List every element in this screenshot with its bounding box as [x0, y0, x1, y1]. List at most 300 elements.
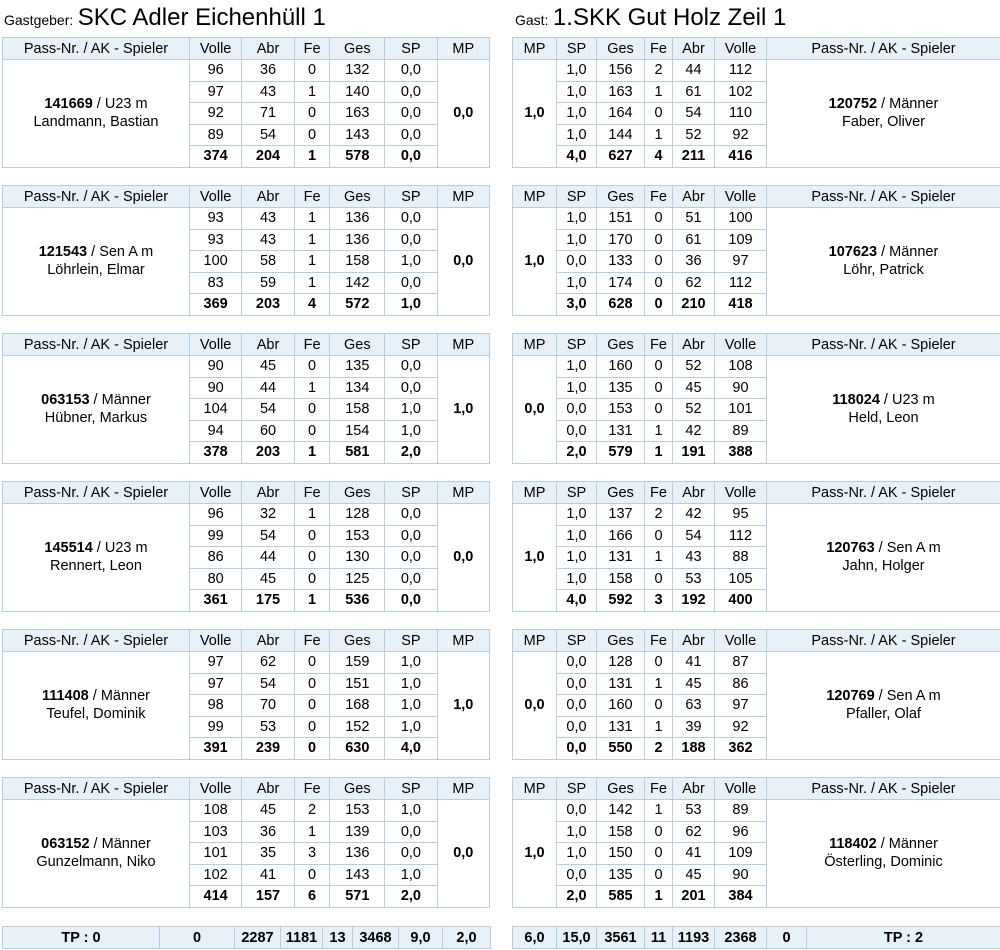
- sp-cell: 0,0: [557, 673, 597, 695]
- col-header-fe: Fe: [645, 186, 673, 208]
- ges-cell: 151: [330, 673, 385, 695]
- sp-cell: 0,0: [385, 843, 437, 865]
- sp-cell: 0,0: [557, 800, 597, 822]
- ges-cell: 158: [597, 568, 645, 590]
- guest-player-table: [512, 777, 1000, 908]
- ges-cell: 132: [330, 60, 385, 82]
- col-header-fe: Fe: [294, 630, 330, 652]
- player-cell: [767, 60, 1000, 168]
- sp-cell: 2,0: [557, 886, 597, 908]
- ges-cell: 131: [597, 420, 645, 442]
- player-name: Teufel, Dominik: [46, 706, 146, 723]
- player-name: Gunzelmann, Niko: [36, 854, 156, 871]
- guest-mp-total: 6,0: [513, 927, 557, 949]
- fe-cell: 0: [645, 251, 673, 273]
- sp-cell: 0,0: [385, 568, 437, 590]
- age-class: / Männer: [877, 244, 939, 261]
- game-row: [3, 504, 490, 526]
- volle-cell: 100: [715, 208, 767, 230]
- fe-cell: 1: [645, 673, 673, 695]
- fe-cell: 1: [294, 272, 330, 294]
- col-header-player: Pass-Nr. / AK - Spieler: [3, 38, 190, 60]
- abr-cell: 52: [673, 124, 715, 146]
- sp-cell: 2,0: [557, 442, 597, 464]
- col-header-abr: Abr: [242, 334, 294, 356]
- abr-cell: 45: [242, 356, 294, 378]
- col-header-mp: MP: [437, 630, 489, 652]
- col-header-mp: MP: [513, 482, 557, 504]
- volle-cell: 97: [189, 81, 241, 103]
- ges-cell: 628: [597, 294, 645, 316]
- header-row: [3, 482, 490, 504]
- volle-cell: 374: [189, 146, 241, 168]
- host-sp-total: 9,0: [399, 927, 443, 949]
- match-points: 0,0: [437, 208, 489, 316]
- sp-cell: 0,0: [557, 738, 597, 760]
- abr-cell: 54: [242, 673, 294, 695]
- ges-cell: 143: [330, 864, 385, 886]
- fe-cell: 2: [294, 800, 330, 822]
- player-cell: [3, 356, 190, 464]
- abr-cell: 44: [242, 377, 294, 399]
- host-fe-total: 13: [323, 927, 353, 949]
- fe-cell: 1: [645, 124, 673, 146]
- col-header-fe: Fe: [645, 482, 673, 504]
- game-row: [3, 356, 490, 378]
- col-header-volle: Volle: [189, 778, 241, 800]
- abr-cell: 61: [673, 81, 715, 103]
- volle-cell: 96: [189, 60, 241, 82]
- abr-cell: 44: [242, 547, 294, 569]
- abr-cell: 52: [673, 356, 715, 378]
- col-header-ges: Ges: [597, 334, 645, 356]
- header-row: [3, 630, 490, 652]
- volle-cell: 414: [189, 886, 241, 908]
- col-header-ges: Ges: [330, 630, 385, 652]
- abr-cell: 36: [242, 821, 294, 843]
- fe-cell: 1: [294, 251, 330, 273]
- abr-cell: 43: [242, 208, 294, 230]
- col-header-fe: Fe: [645, 38, 673, 60]
- abr-cell: 45: [673, 377, 715, 399]
- col-header-sp: SP: [385, 38, 437, 60]
- guest-player-table: [512, 185, 1000, 316]
- fe-cell: 0: [294, 738, 330, 760]
- abr-cell: 157: [242, 886, 294, 908]
- volle-cell: 93: [189, 208, 241, 230]
- match-points: 0,0: [513, 356, 557, 464]
- abr-cell: 62: [673, 821, 715, 843]
- col-header-mp: MP: [437, 482, 489, 504]
- ges-cell: 135: [597, 864, 645, 886]
- header-row: [513, 38, 1000, 60]
- col-header-volle: Volle: [715, 482, 767, 504]
- ges-cell: 550: [597, 738, 645, 760]
- col-header-sp: SP: [557, 630, 597, 652]
- sp-cell: 2,0: [385, 442, 437, 464]
- volle-cell: 418: [715, 294, 767, 316]
- fe-cell: 1: [294, 146, 330, 168]
- col-header-mp: MP: [437, 38, 489, 60]
- col-header-player: Pass-Nr. / AK - Spieler: [3, 630, 190, 652]
- player-name: Held, Leon: [848, 410, 919, 427]
- fe-cell: 1: [294, 229, 330, 251]
- match-points: 0,0: [437, 504, 489, 612]
- volle-cell: 90: [715, 864, 767, 886]
- ges-cell: 131: [597, 547, 645, 569]
- match-points: 1,0: [513, 504, 557, 612]
- fe-cell: 0: [294, 673, 330, 695]
- abr-cell: 53: [242, 716, 294, 738]
- sp-cell: 1,0: [385, 716, 437, 738]
- abr-cell: 54: [673, 525, 715, 547]
- fe-cell: 0: [294, 525, 330, 547]
- sp-cell: 0,0: [385, 60, 437, 82]
- col-header-ges: Ges: [330, 186, 385, 208]
- sp-cell: 0,0: [557, 864, 597, 886]
- game-row: [3, 60, 490, 82]
- col-header-sp: SP: [385, 186, 437, 208]
- abr-cell: 60: [242, 420, 294, 442]
- match-points: 1,0: [437, 652, 489, 760]
- abr-cell: 62: [673, 272, 715, 294]
- ges-cell: 536: [330, 590, 385, 612]
- host-abr-total: 1181: [281, 927, 323, 949]
- fe-cell: 0: [645, 103, 673, 125]
- ges-cell: 142: [597, 800, 645, 822]
- volle-cell: 112: [715, 60, 767, 82]
- col-header-abr: Abr: [673, 778, 715, 800]
- fe-cell: 0: [645, 568, 673, 590]
- abr-cell: 54: [242, 124, 294, 146]
- volle-cell: 102: [189, 864, 241, 886]
- abr-cell: 62: [242, 652, 294, 674]
- volle-cell: 97: [189, 673, 241, 695]
- abr-cell: 63: [673, 695, 715, 717]
- ges-cell: 572: [330, 294, 385, 316]
- guest-ges-total: 3561: [597, 927, 645, 949]
- abr-cell: 70: [242, 695, 294, 717]
- age-class: / Sen A m: [87, 244, 154, 261]
- header-row: [3, 334, 490, 356]
- volle-cell: 97: [189, 652, 241, 674]
- volle-cell: 104: [189, 399, 241, 421]
- col-header-ges: Ges: [330, 778, 385, 800]
- sp-cell: 0,0: [557, 251, 597, 273]
- ges-cell: 630: [330, 738, 385, 760]
- volle-cell: 101: [189, 843, 241, 865]
- player-name: Landmann, Bastian: [33, 114, 159, 131]
- ges-cell: 571: [330, 886, 385, 908]
- ges-cell: 174: [597, 272, 645, 294]
- header-row: [3, 778, 490, 800]
- col-header-sp: SP: [557, 778, 597, 800]
- age-class: / Sen A m: [874, 688, 941, 705]
- game-row: [513, 800, 1000, 822]
- abr-cell: 191: [673, 442, 715, 464]
- player-name: Hübner, Markus: [44, 410, 148, 427]
- ges-cell: 163: [597, 81, 645, 103]
- fe-cell: 1: [294, 590, 330, 612]
- match-points: 1,0: [513, 208, 557, 316]
- ges-cell: 579: [597, 442, 645, 464]
- ges-cell: 153: [597, 399, 645, 421]
- guest-label: Gast:: [515, 12, 549, 28]
- sp-cell: 0,0: [385, 821, 437, 843]
- pass-number: 141669: [44, 96, 93, 113]
- volle-cell: 100: [189, 251, 241, 273]
- abr-cell: 59: [242, 272, 294, 294]
- abr-cell: 211: [673, 146, 715, 168]
- fe-cell: 0: [294, 568, 330, 590]
- ges-cell: 134: [330, 377, 385, 399]
- game-row: [513, 504, 1000, 526]
- host-mp-total: 2,0: [443, 927, 491, 949]
- pass-number: 120769: [826, 688, 875, 705]
- game-row: [3, 652, 490, 674]
- fe-cell: 0: [294, 420, 330, 442]
- volle-cell: 92: [189, 103, 241, 125]
- host-ges-total: 3468: [353, 927, 399, 949]
- host-player-table: [2, 481, 490, 612]
- pass-number: 118402: [829, 836, 877, 853]
- player-name: Rennert, Leon: [50, 558, 142, 575]
- pass-number: 120763: [826, 540, 875, 557]
- abr-cell: 203: [242, 294, 294, 316]
- sp-cell: 0,0: [385, 547, 437, 569]
- col-header-abr: Abr: [242, 186, 294, 208]
- age-class: / U23 m: [92, 96, 148, 113]
- fe-cell: 0: [294, 864, 330, 886]
- fe-cell: 0: [294, 652, 330, 674]
- pass-number: 118024: [832, 392, 880, 409]
- guest-fe-total: 11: [645, 927, 673, 949]
- host-player-table: [2, 333, 490, 464]
- guest-sp-total: 15,0: [557, 927, 597, 949]
- player-name: Pfaller, Olaf: [846, 706, 921, 723]
- header-row: [513, 186, 1000, 208]
- volle-cell: 94: [189, 420, 241, 442]
- col-header-abr: Abr: [673, 38, 715, 60]
- ges-cell: 578: [330, 146, 385, 168]
- ges-cell: 143: [330, 124, 385, 146]
- ges-cell: 627: [597, 146, 645, 168]
- sp-cell: 0,0: [385, 208, 437, 230]
- ges-cell: 131: [597, 716, 645, 738]
- sp-cell: 1,0: [557, 272, 597, 294]
- fe-cell: 0: [294, 356, 330, 378]
- ges-cell: 135: [330, 356, 385, 378]
- col-header-player: Pass-Nr. / AK - Spieler: [767, 334, 1000, 356]
- abr-cell: 45: [673, 864, 715, 886]
- sp-cell: 4,0: [557, 146, 597, 168]
- guest-team-name: 1.SKK Gut Holz Zeil 1: [552, 4, 787, 31]
- volle-cell: 108: [715, 356, 767, 378]
- fe-cell: 2: [645, 60, 673, 82]
- host-label: Gastgeber:: [4, 12, 74, 28]
- player-cell: [767, 356, 1000, 464]
- col-header-ges: Ges: [330, 38, 385, 60]
- ges-cell: 170: [597, 229, 645, 251]
- volle-cell: 96: [189, 504, 241, 526]
- fe-cell: 1: [294, 504, 330, 526]
- volle-cell: 112: [715, 525, 767, 547]
- sp-cell: 0,0: [385, 504, 437, 526]
- volle-cell: 369: [189, 294, 241, 316]
- fe-cell: 1: [645, 547, 673, 569]
- host-tp-total: TP : 0: [3, 927, 160, 949]
- col-header-sp: SP: [557, 334, 597, 356]
- sp-cell: 0,0: [385, 81, 437, 103]
- abr-cell: 210: [673, 294, 715, 316]
- col-header-player: Pass-Nr. / AK - Spieler: [767, 482, 1000, 504]
- volle-cell: 92: [715, 124, 767, 146]
- pass-number: 145514: [44, 540, 93, 557]
- volle-cell: 92: [715, 716, 767, 738]
- abr-cell: 43: [242, 81, 294, 103]
- abr-cell: 45: [242, 800, 294, 822]
- volle-cell: 86: [189, 547, 241, 569]
- volle-cell: 391: [189, 738, 241, 760]
- sp-cell: 0,0: [557, 652, 597, 674]
- sp-cell: 0,0: [385, 377, 437, 399]
- guest-team-header: [515, 4, 786, 34]
- player-cell: [3, 504, 190, 612]
- volle-cell: 112: [715, 272, 767, 294]
- fe-cell: 0: [645, 377, 673, 399]
- volle-cell: 88: [715, 547, 767, 569]
- header-row: [513, 334, 1000, 356]
- fe-cell: 0: [294, 716, 330, 738]
- age-class: / U23 m: [92, 540, 148, 557]
- guest-player-table: [512, 37, 1000, 168]
- col-header-fe: Fe: [294, 778, 330, 800]
- player-name: Faber, Oliver: [842, 114, 925, 131]
- col-header-fe: Fe: [294, 186, 330, 208]
- fe-cell: 0: [294, 695, 330, 717]
- fe-cell: 0: [645, 864, 673, 886]
- fe-cell: 0: [645, 525, 673, 547]
- volle-cell: 109: [715, 843, 767, 865]
- sp-cell: 0,0: [385, 229, 437, 251]
- sp-cell: 1,0: [385, 399, 437, 421]
- sp-cell: 1,0: [557, 525, 597, 547]
- ges-cell: 142: [330, 272, 385, 294]
- ges-cell: 128: [597, 652, 645, 674]
- age-class: / Männer: [877, 96, 939, 113]
- abr-cell: 41: [242, 864, 294, 886]
- ges-cell: 585: [597, 886, 645, 908]
- sp-cell: 0,0: [557, 420, 597, 442]
- volle-cell: 90: [189, 356, 241, 378]
- fe-cell: 0: [294, 399, 330, 421]
- guest-volle-total: 2368: [715, 927, 767, 949]
- game-row: [513, 356, 1000, 378]
- fe-cell: 4: [294, 294, 330, 316]
- col-header-ges: Ges: [597, 38, 645, 60]
- col-header-sp: SP: [385, 778, 437, 800]
- fe-cell: 1: [645, 81, 673, 103]
- col-header-abr: Abr: [242, 778, 294, 800]
- volle-cell: 95: [715, 504, 767, 526]
- volle-cell: 90: [715, 377, 767, 399]
- age-class: / Männer: [88, 688, 150, 705]
- ges-cell: 152: [330, 716, 385, 738]
- col-header-sp: SP: [557, 186, 597, 208]
- host-team-name: SKC Adler Eichenhüll 1: [77, 4, 326, 31]
- sp-cell: 0,0: [385, 146, 437, 168]
- col-header-ges: Ges: [597, 630, 645, 652]
- col-header-mp: MP: [513, 778, 557, 800]
- col-header-fe: Fe: [294, 38, 330, 60]
- col-header-mp: MP: [437, 778, 489, 800]
- col-header-abr: Abr: [673, 482, 715, 504]
- abr-cell: 43: [673, 547, 715, 569]
- volle-cell: 93: [189, 229, 241, 251]
- age-class: / Männer: [89, 836, 151, 853]
- col-header-player: Pass-Nr. / AK - Spieler: [3, 186, 190, 208]
- sp-cell: 3,0: [557, 294, 597, 316]
- ges-cell: 140: [330, 81, 385, 103]
- host-player-table: [2, 629, 490, 760]
- sp-cell: 1,0: [557, 377, 597, 399]
- pass-number: 121543: [38, 244, 88, 261]
- col-header-abr: Abr: [673, 334, 715, 356]
- volle-cell: 109: [715, 229, 767, 251]
- volle-cell: 99: [189, 716, 241, 738]
- host-player-table: [2, 185, 490, 316]
- ges-cell: 135: [597, 377, 645, 399]
- fe-cell: 1: [645, 716, 673, 738]
- ges-cell: 164: [597, 103, 645, 125]
- sp-cell: 0,0: [385, 103, 437, 125]
- volle-cell: 98: [189, 695, 241, 717]
- ges-cell: 168: [330, 695, 385, 717]
- col-header-abr: Abr: [242, 630, 294, 652]
- col-header-sp: SP: [385, 334, 437, 356]
- col-header-abr: Abr: [673, 186, 715, 208]
- sp-cell: 1,0: [385, 695, 437, 717]
- col-header-mp: MP: [437, 186, 489, 208]
- volle-cell: 90: [189, 377, 241, 399]
- volle-cell: 384: [715, 886, 767, 908]
- fe-cell: 1: [294, 442, 330, 464]
- game-row: [3, 208, 490, 230]
- sp-cell: 0,0: [557, 716, 597, 738]
- sp-cell: 1,0: [385, 652, 437, 674]
- guest-tp-total: TP : 2: [807, 927, 1000, 949]
- fe-cell: 0: [294, 60, 330, 82]
- volle-cell: 96: [715, 821, 767, 843]
- col-header-ges: Ges: [330, 482, 385, 504]
- header-row: [3, 186, 490, 208]
- fe-cell: 0: [645, 399, 673, 421]
- player-name: Löhrlein, Elmar: [47, 262, 145, 279]
- col-header-volle: Volle: [715, 334, 767, 356]
- abr-cell: 52: [673, 399, 715, 421]
- col-header-ges: Ges: [597, 186, 645, 208]
- ges-cell: 137: [597, 504, 645, 526]
- col-header-fe: Fe: [294, 334, 330, 356]
- player-cell: [3, 60, 190, 168]
- col-header-ges: Ges: [330, 334, 385, 356]
- fe-cell: 0: [645, 652, 673, 674]
- match-points: 0,0: [437, 60, 489, 168]
- fe-cell: 0: [645, 821, 673, 843]
- sp-cell: 1,0: [385, 800, 437, 822]
- volle-cell: 103: [189, 821, 241, 843]
- player-cell: [3, 652, 190, 760]
